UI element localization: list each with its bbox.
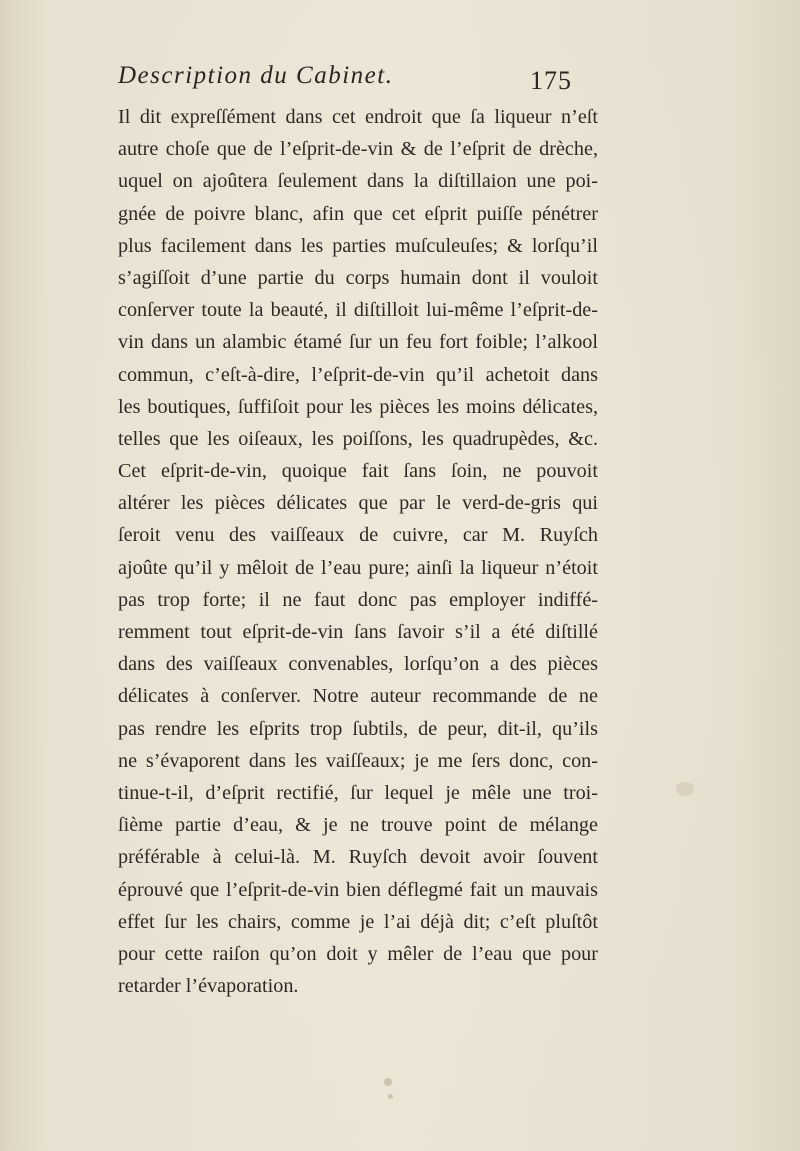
text-line: ſeroit venu des vaiſſeaux de cuivre, car M. Ruyſch [118, 524, 598, 547]
body-paragraph [118, 101, 598, 1002]
text-line: tinue-t-il, d’eſprit rectifié, ſur lequel je mêle une troi- [118, 781, 598, 804]
text-line: vin dans un alambic étamé ſur un feu fort foible; l’alkool [118, 331, 598, 354]
page-number: 175 [530, 66, 572, 95]
text-line: uquel on ajoûtera ſeulement dans la diſtillaion une poi- [118, 170, 598, 193]
text-line: délicates à conſerver. Notre auteur recommande de ne [118, 685, 598, 708]
text-line: telles que les oiſeaux, les poiſſons, les quadrupèdes, &c. [118, 427, 598, 450]
text-line: plus facilement dans les parties muſculeuſes; & lorſqu’il [118, 234, 598, 257]
paper-foxing-spot [676, 782, 694, 796]
text-line: ſième partie d’eau, & je ne trouve point de mélange [118, 814, 598, 837]
text-line: dans des vaiſſeaux convenables, lorſqu’on a des pièces [118, 653, 598, 676]
text-line: ne s’évaporent dans les vaiſſeaux; je me ſers donc, con- [118, 749, 598, 772]
text-line: les boutiques, ſuffiſoit pour les pièces les moins délicates, [118, 395, 598, 418]
text-line: préférable à celui-là. M. Ruyſch devoit avoir ſouvent [118, 846, 598, 869]
text-line: ajoûte qu’il y mêloit de l’eau pure; ainſi la liqueur n’étoit [118, 556, 598, 579]
text-line: éprouvé que l’eſprit-de-vin bien déflegmé fait un mauvais [118, 878, 598, 901]
text-line: pas trop forte; il ne faut donc pas employer indiffé- [118, 588, 598, 611]
text-line: remment tout eſprit-de-vin ſans ſavoir s’il a été diſtillé [118, 621, 598, 643]
text-line: Cet eſprit-de-vin, quoique fait ſans ſoin, ne pouvoit [118, 460, 598, 483]
paper-foxing-spot [384, 1078, 392, 1086]
text-line: Il dit expreſſément dans cet endroit que ſa liqueur n’eſt [118, 106, 598, 128]
running-title: Description du Cabinet. [118, 62, 394, 89]
paper-foxing-spot [388, 1094, 393, 1099]
text-line: pas rendre les eſprits trop ſubtils, de peur, dit-il, qu’ils [118, 717, 598, 740]
text-line: conſerver toute la beauté, il diſtilloit lui-même l’eſprit-de- [118, 299, 598, 322]
page-header [118, 58, 578, 95]
text-line: gnée de poivre blanc, afin que cet eſprit puiſſe pénétrer [118, 202, 598, 225]
text-line: effet ſur les chairs, comme je l’ai déjà dit; c’eſt pluſtôt [118, 910, 598, 933]
text-line: commun, c’eſt-à-dire, l’eſprit-de-vin qu’il achetoit dans [118, 363, 598, 386]
text-line: pour cette raiſon qu’on doit y mêler de l’eau que pour [118, 942, 598, 965]
text-line: autre choſe que de l’eſprit-de-vin & de l’eſprit de drèche, [118, 138, 598, 161]
text-line: altérer les pièces délicates que par le verd-de-gris qui [118, 492, 598, 515]
text-line: retarder l’évaporation. [118, 975, 299, 998]
text-line: s’agiſſoit d’une partie du corps humain dont il vouloit [118, 266, 598, 289]
